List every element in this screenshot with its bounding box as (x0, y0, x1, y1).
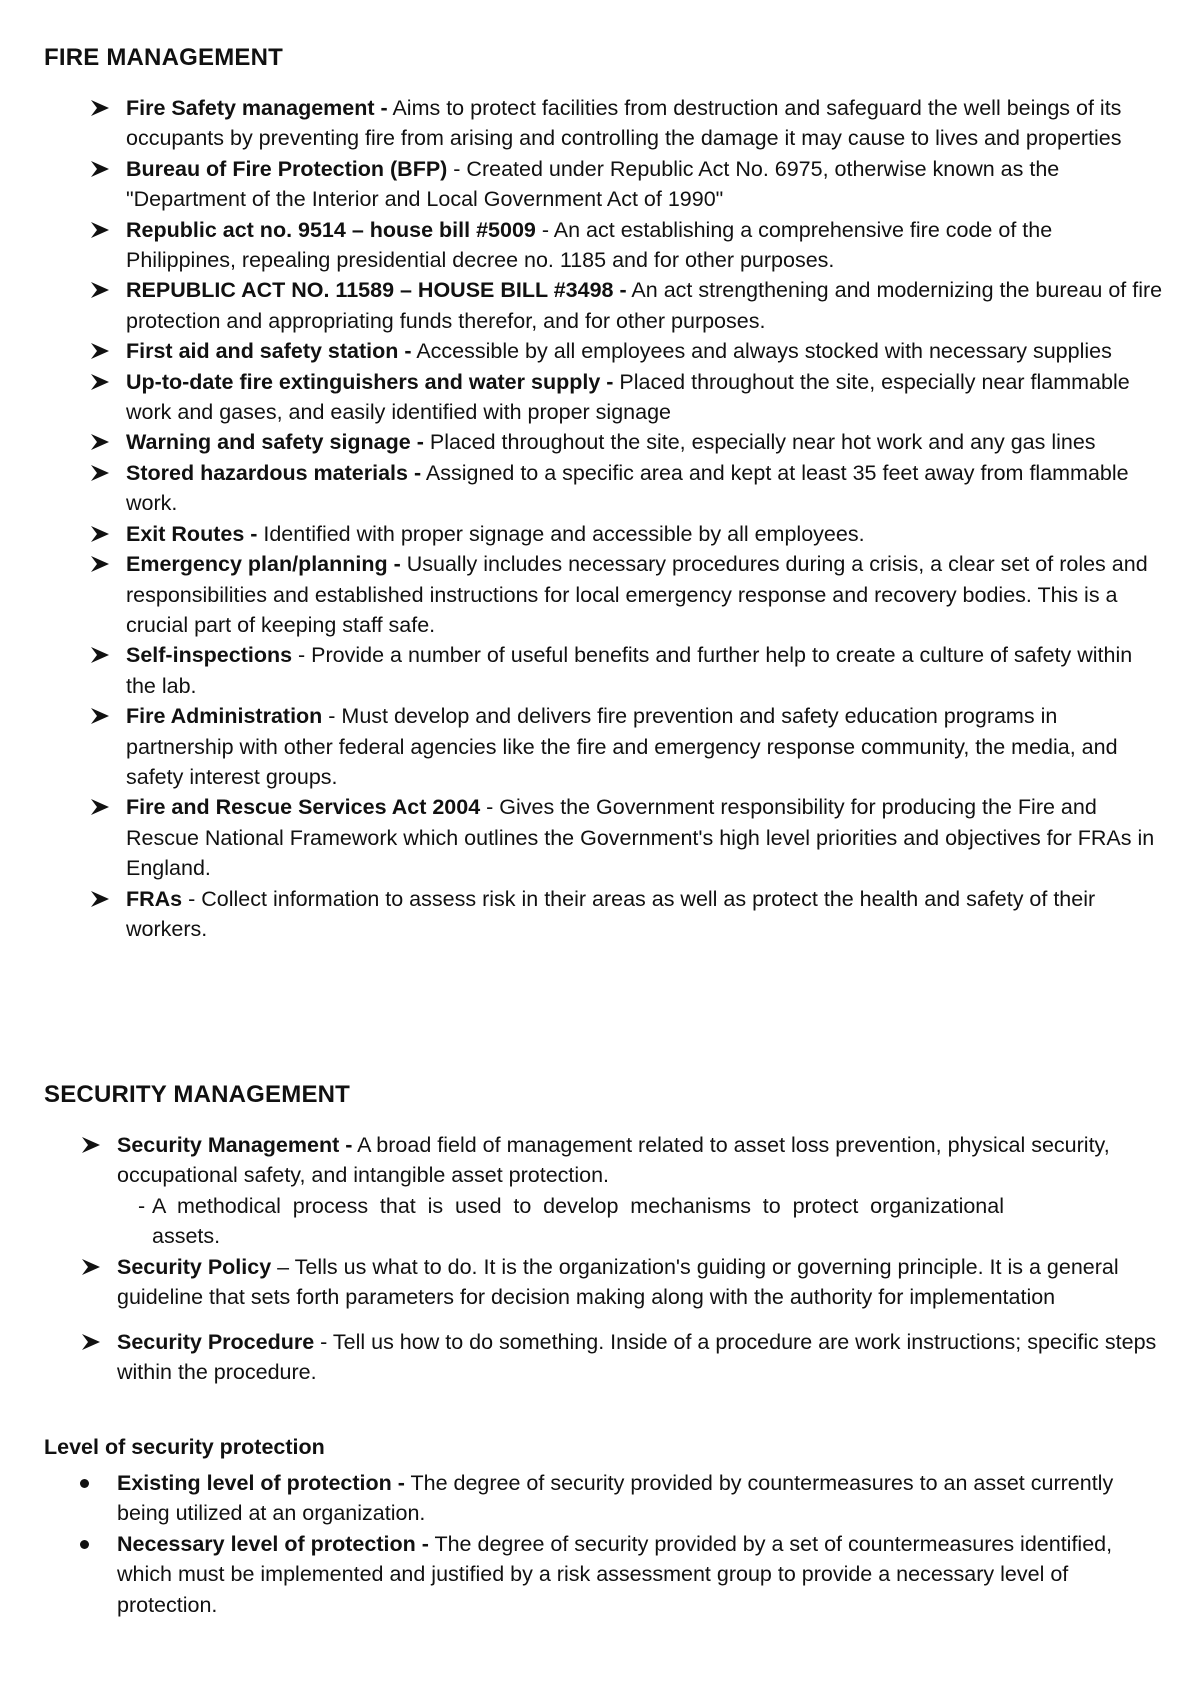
arrow-bullet-icon (90, 160, 110, 178)
protection-level-list (117, 1468, 1165, 1620)
list-item: Bureau of Fire Protection (BFP) - Created under Republic Act No. 6975, otherwise known as the "Department of the Interior and Local Government Act of 1990" (126, 154, 1166, 215)
fire-management-list (126, 93, 1166, 944)
arrow-bullet-icon (90, 707, 110, 725)
list-item: Fire Administration - Must develop and delivers fire prevention and safety education programs in partnership with other federal agencies like the fire and emergency response community, the media, and safety interest groups. (126, 701, 1166, 792)
arrow-bullet-icon (81, 1333, 101, 1351)
fire-management-heading: FIRE MANAGEMENT (44, 44, 283, 71)
arrow-bullet-icon (90, 798, 110, 816)
list-item: Security Policy – Tells us what to do. It is the organization's guiding or governing principle. It is a general guideline that sets forth parameters for decision making along with the authority for implementation (117, 1252, 1165, 1313)
bullet-dot-icon (80, 1479, 89, 1488)
bullet-dot-icon (80, 1540, 89, 1549)
arrow-bullet-icon (90, 525, 110, 543)
list-item: Security Procedure - Tell us how to do something. Inside of a procedure are work instructions; specific steps within the procedure. (117, 1327, 1165, 1388)
list-item: Self-inspections - Provide a number of useful benefits and further help to create a culture of safety within the lab. (126, 640, 1166, 701)
list-item: Fire and Rescue Services Act 2004 - Gives the Government responsibility for producing the Fire and Rescue National Framework which outlines the Government's high level priorities and objectives for FRAs in England. (126, 792, 1166, 883)
arrow-bullet-icon (90, 373, 110, 391)
arrow-bullet-icon (81, 1258, 101, 1276)
list-item: Existing level of protection - The degree of security provided by countermeasures to an asset currently being utilized at an organization. (117, 1468, 1165, 1529)
list-item: Necessary level of protection - The degree of security provided by a set of countermeasures identified, which must be implemented and justified by a risk assessment group to provide a necessary level of protection. (117, 1529, 1165, 1620)
arrow-bullet-icon (90, 281, 110, 299)
arrow-bullet-icon (90, 464, 110, 482)
level-of-security-heading: Level of security protection (44, 1435, 325, 1459)
arrow-bullet-icon (90, 646, 110, 664)
arrow-bullet-icon (90, 555, 110, 573)
arrow-bullet-icon (90, 342, 110, 360)
security-policy-list (117, 1252, 1165, 1388)
security-management-list (117, 1130, 1165, 1191)
list-item: Fire Safety management - Aims to protect facilities from destruction and safeguard the well beings of its occupants by preventing fire from arising and controlling the damage it may cause to lives and properties (126, 93, 1166, 154)
list-item: Emergency plan/planning - Usually includes necessary procedures during a crisis, a clear set of roles and responsibilities and established instructions for local emergency response and recovery bodies. This is a crucial part of keeping staff safe. (126, 549, 1166, 640)
list-item: Stored hazardous materials - Assigned to a specific area and kept at least 35 feet away from flammable work. (126, 458, 1166, 519)
arrow-bullet-icon (90, 890, 110, 908)
list-item: First aid and safety station - Accessible by all employees and always stocked with necessary supplies (126, 336, 1166, 366)
list-item: Security Management - A broad field of management related to asset loss prevention, physical security, occupational safety, and intangible asset protection. (117, 1130, 1165, 1191)
arrow-bullet-icon (90, 433, 110, 451)
arrow-bullet-icon (90, 99, 110, 117)
security-management-heading: SECURITY MANAGEMENT (44, 1081, 351, 1108)
list-item: Up-to-date fire extinguishers and water supply - Placed throughout the site, especially near flammable work and gases, and easily identified with proper signage (126, 367, 1166, 428)
list-item: FRAs - Collect information to assess risk in their areas as well as protect the health and safety of their workers. (126, 884, 1166, 945)
list-item: REPUBLIC ACT NO. 11589 – HOUSE BILL #3498 - An act strengthening and modernizing the bureau of fire protection and appropriating funds therefor, and for other purposes. (126, 275, 1166, 336)
security-sub-note: - A methodical process that is used to develop mechanisms to protect organizational assets. (138, 1194, 1004, 1249)
list-item: Warning and safety signage - Placed throughout the site, especially near hot work and any gas lines (126, 427, 1166, 457)
arrow-bullet-icon (90, 221, 110, 239)
list-item: Republic act no. 9514 – house bill #5009 - An act establishing a comprehensive fire code of the Philippines, repealing presidential decree no. 1185 and for other purposes. (126, 215, 1166, 276)
arrow-bullet-icon (81, 1136, 101, 1154)
list-item: Exit Routes - Identified with proper signage and accessible by all employees. (126, 519, 1166, 549)
